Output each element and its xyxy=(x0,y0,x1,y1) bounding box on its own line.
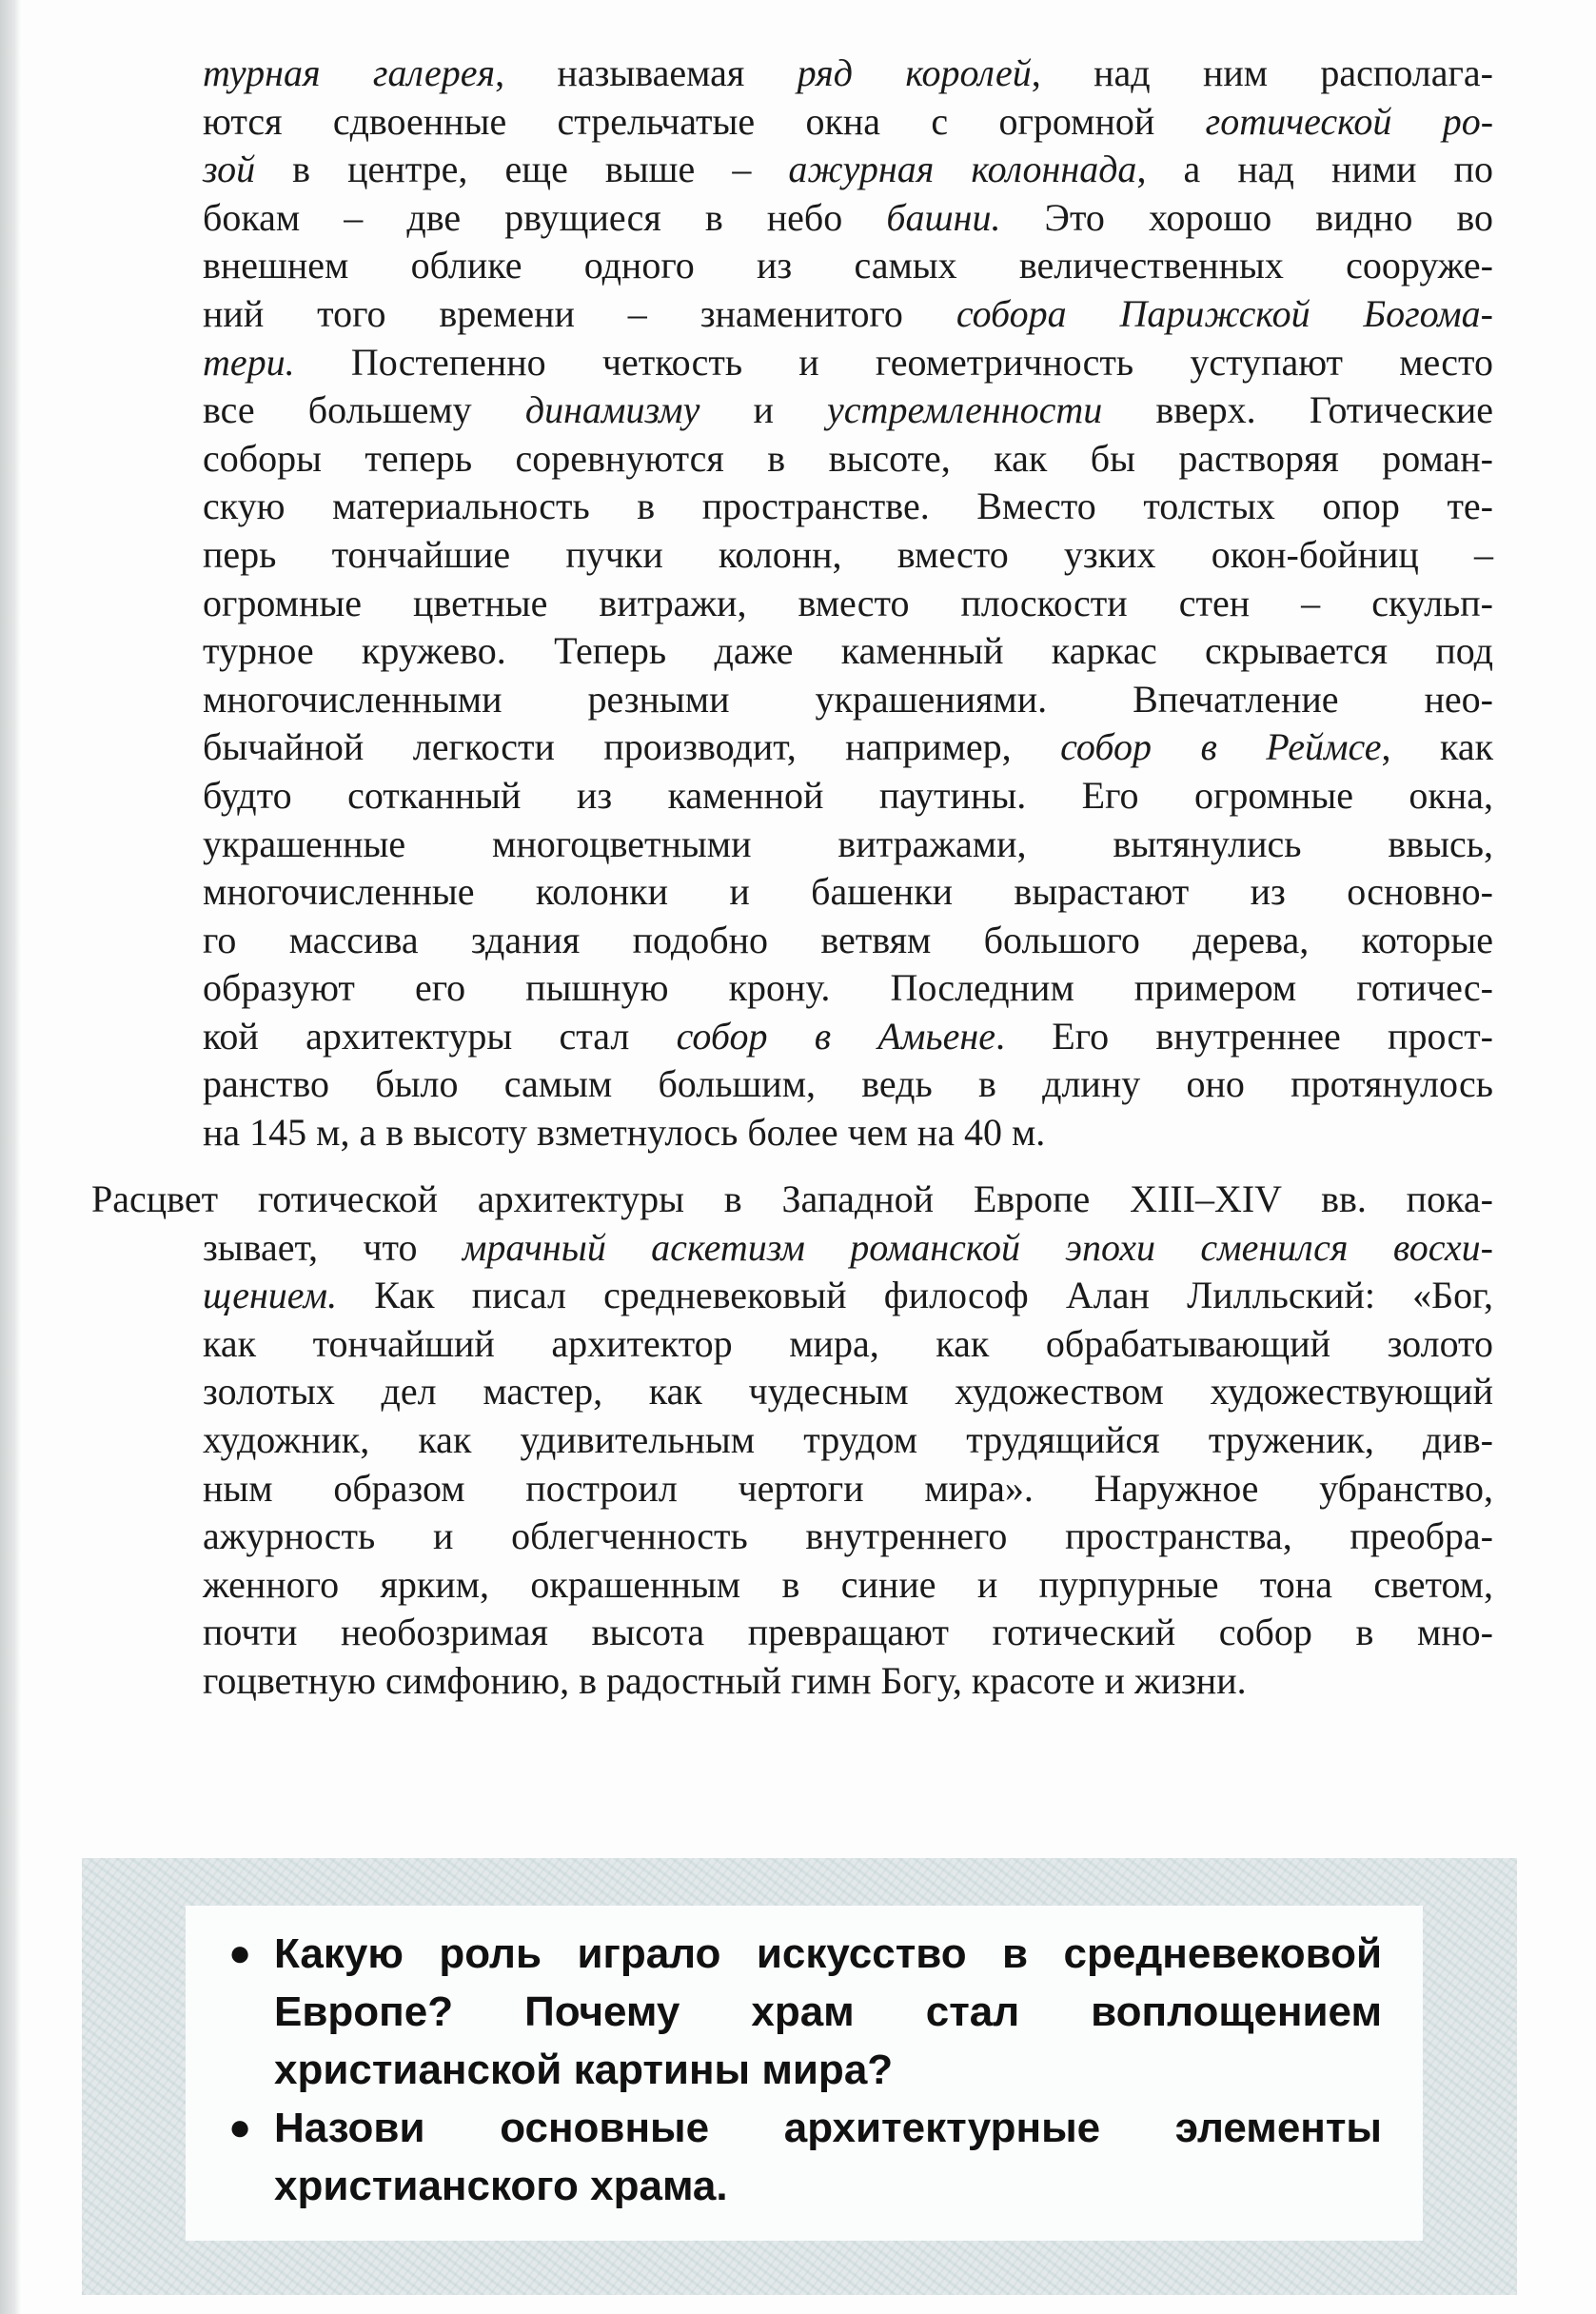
text-line xyxy=(203,676,1493,724)
italic-term: тери. xyxy=(203,340,295,384)
text-line xyxy=(203,1272,1493,1320)
text-line xyxy=(203,1368,1493,1416)
text-segment: на 145 м, а в высоту взметнулось более чем на 40 м. xyxy=(203,1111,1046,1155)
text-line xyxy=(203,531,1493,580)
text-segment: вверх. Готические xyxy=(1102,388,1494,432)
text-segment: бокам – две рвущиеся в небо xyxy=(203,195,887,239)
text-segment: бычайной легкости производит, например, xyxy=(203,725,1061,769)
text-line xyxy=(203,627,1493,676)
text-line xyxy=(203,49,1493,98)
text-line xyxy=(203,242,1493,290)
text-segment: художник, как удивительным трудом трудящийся труженик, див- xyxy=(203,1417,1493,1461)
text-line xyxy=(203,146,1493,194)
text-segment: внешнем облике одного из самых величественных сооруже- xyxy=(203,244,1493,287)
text-line xyxy=(203,1657,1493,1706)
text-line xyxy=(203,194,1493,243)
italic-term: собора Парижской Богома- xyxy=(956,291,1493,335)
text-segment: Это хорошо видно во xyxy=(1000,195,1494,239)
text-line xyxy=(203,1513,1493,1561)
text-segment: все большему xyxy=(203,388,525,432)
text-segment: ний того времени – знаменитого xyxy=(203,291,956,335)
italic-term: собор в Амьене xyxy=(676,1014,995,1058)
text-segment: ажурность и облегченность внутреннего пространства, преобра- xyxy=(203,1514,1493,1558)
text-segment: многочисленные колонки и башенки вырастают из основно- xyxy=(203,870,1493,914)
text-segment: гоцветную симфонию, в радостный гимн Богу, красоте и жизни. xyxy=(203,1658,1247,1702)
text-line xyxy=(203,1609,1493,1657)
text-line xyxy=(203,1109,1493,1157)
text-segment: скую материальность в пространстве. Вместо толстых опор те- xyxy=(203,485,1493,528)
text-line xyxy=(203,580,1493,628)
text-segment: кой архитектуры стал xyxy=(203,1014,677,1058)
italic-term: мрачный аскетизм романской эпохи сменился восхи- xyxy=(462,1225,1494,1269)
text-line xyxy=(203,290,1493,339)
italic-term: зой xyxy=(203,148,256,191)
text-line xyxy=(203,483,1493,531)
text-segment: го массива здания подобно ветвям большого дерева, которые xyxy=(203,918,1493,961)
text-segment: ются сдвоенные стрельчатые окна с огромной xyxy=(203,99,1206,143)
italic-term: ряд королей xyxy=(797,51,1032,94)
text-segment: образуют его пышную крону. Последним примером готичес- xyxy=(203,966,1493,1010)
review-questions xyxy=(221,1925,1382,2215)
text-segment: в центре, еще выше – xyxy=(255,148,789,191)
text-segment: женного ярким, окрашенным в синие и пурпурные тона светом, xyxy=(203,1562,1493,1606)
text-line xyxy=(203,98,1493,147)
text-line xyxy=(91,1176,1493,1224)
text-line xyxy=(203,1416,1493,1465)
text-line xyxy=(203,868,1493,917)
text-line xyxy=(203,386,1493,435)
bullet-icon: ● xyxy=(228,2106,252,2148)
text-segment: многочисленными резными украшениями. Впечатление нео- xyxy=(203,677,1493,721)
text-segment: Расцвет готической архитектуры в Западной Европе XIII–XIV вв. пока- xyxy=(91,1177,1493,1220)
text-segment: зывает, что xyxy=(203,1225,463,1269)
text-segment: как тончайший архитектор мира, как обрабатывающий золото xyxy=(203,1321,1493,1365)
text-segment: , как xyxy=(1381,725,1494,769)
text-segment: почти необозримая высота превращают готический собор в мно- xyxy=(203,1611,1493,1654)
text-segment: , называемая xyxy=(495,51,798,94)
italic-term: башни. xyxy=(886,195,1001,239)
question-text: Какую роль играло искусство в средневековой Европе? Почему храм стал воплощением христианской картины мира? xyxy=(274,1930,1382,2093)
text-segment: . Его внутреннее прост- xyxy=(995,1014,1493,1058)
text-line xyxy=(203,339,1493,387)
italic-term: ажурная колоннада xyxy=(788,148,1137,191)
italic-term: устремленности xyxy=(827,388,1103,432)
question-item xyxy=(221,2099,1382,2215)
text-line xyxy=(203,917,1493,965)
text-line xyxy=(203,723,1493,772)
page-edge-shadow xyxy=(0,0,21,2314)
text-segment: , а над ними по xyxy=(1136,148,1493,191)
text-segment: золотых дел мастер, как чудесным художеством художествующий xyxy=(203,1370,1493,1414)
question-item xyxy=(221,1925,1382,2099)
italic-term: турная галерея xyxy=(203,51,496,94)
italic-term: собор в Реймсе xyxy=(1060,725,1382,769)
text-line xyxy=(203,435,1493,484)
text-segment: и xyxy=(699,388,828,432)
text-line xyxy=(203,1013,1493,1061)
text-segment: Как писал средневековый философ Алан Лилльский: «Бог, xyxy=(337,1274,1493,1317)
text-line xyxy=(203,1561,1493,1610)
text-line xyxy=(203,964,1493,1013)
text-segment: перь тончайшие пучки колонн, вместо узких окон-бойниц – xyxy=(203,532,1493,576)
question-text: Назови основные архитектурные элементы христианского храма. xyxy=(274,2105,1382,2209)
text-segment: ным образом построил чертоги мира». Наружное убранство, xyxy=(203,1466,1493,1510)
text-segment: огромные цветные витражи, вместо плоскости стен – скульп- xyxy=(203,581,1493,624)
paragraph-gothic-flourishing xyxy=(91,1176,1494,1706)
text-line xyxy=(203,821,1493,869)
text-segment: Постепенно четкость и геометричность уступают место xyxy=(294,340,1493,384)
text-line xyxy=(203,772,1493,821)
text-segment: соборы теперь соревнуются в высоте, как бы растворяя роман- xyxy=(203,436,1493,480)
text-line xyxy=(203,1320,1493,1369)
text-segment: ранство было самым большим, ведь в длину оно протянулось xyxy=(203,1062,1493,1106)
text-line xyxy=(203,1060,1493,1109)
text-segment: украшенные многоцветными витражами, вытянулись ввысь, xyxy=(203,821,1493,865)
bullet-icon: ● xyxy=(228,1932,252,1974)
italic-term: готической ро- xyxy=(1205,99,1494,143)
text-segment: , над ним располага- xyxy=(1031,51,1494,94)
text-line xyxy=(203,1224,1493,1273)
paragraph-gothic-architecture xyxy=(203,49,1493,1157)
text-line xyxy=(203,1465,1493,1513)
text-segment: турное кружево. Теперь даже каменный каркас скрывается под xyxy=(203,629,1493,673)
text-segment: будто сотканный из каменной паутины. Его огромные окна, xyxy=(203,773,1493,817)
italic-term: щением. xyxy=(203,1274,338,1317)
italic-term: динамизму xyxy=(524,388,700,432)
